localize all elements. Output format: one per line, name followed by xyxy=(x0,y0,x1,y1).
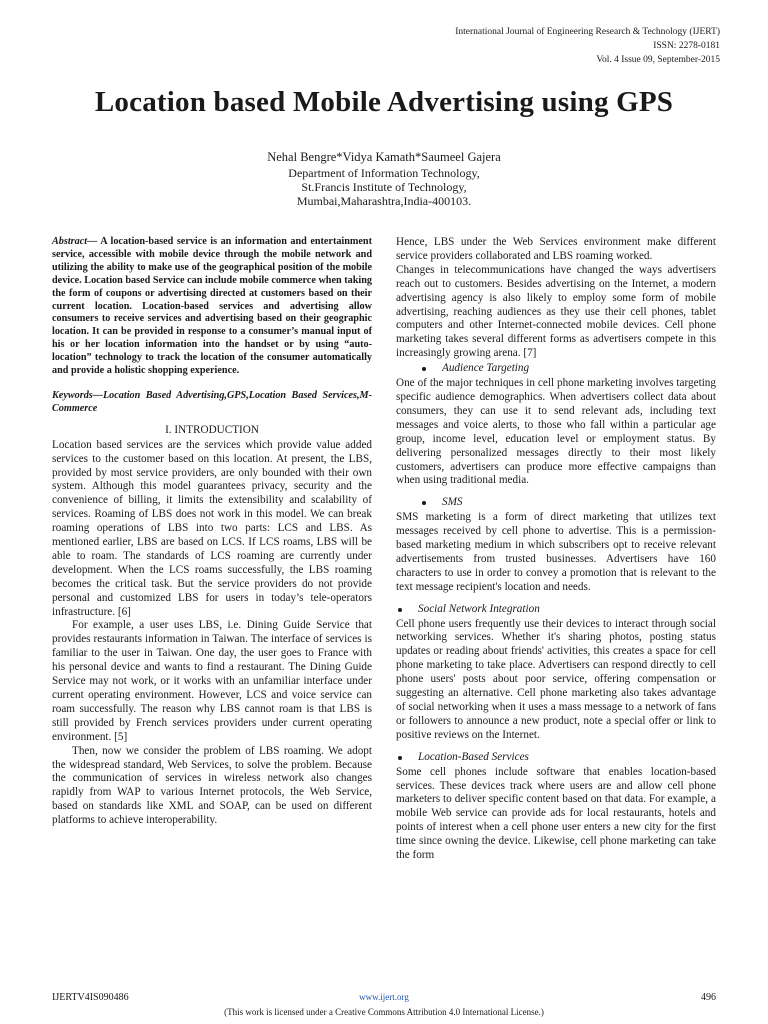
paper-id: IJERTV4IS090486 xyxy=(52,992,129,1003)
abstract-text: A location-based service is an information and entertainment service, accessible with mobile device through the mobile network and utilizing the ability to make use of the geographical position of the mobile device. Location based Service can include mobile commerce when taking the form of coupons or advertising directed at customers based on their current location. Location-based services and advertising allow consumers to receive services and advertising based on their geographic location. It can be provided in response to a consumer’s manual input of his or her location information into the handset or by using “auto-location” technology to track the location of the consumer automatically and provide a holistic shopping experience. xyxy=(52,236,372,377)
section-heading-introduction: I. INTRODUCTION xyxy=(165,423,259,436)
license-notice: (This work is licensed under a Creative Commons Attribution 4.0 International License.) xyxy=(224,1007,544,1017)
left-column xyxy=(52,236,372,828)
right-paragraph-2: Changes in telecommunications have changed the ways advertisers reach out to customers. Besides advertising on the Internet, a modern advertising agency is also likely to employ some form of mobile advertising, reaching audiences as they use their cell phones, tablet computers and other Internet-connected mobile devices. Cell phone marketing takes several different forms as advertisers compete in this increasingly growing arena. [7] xyxy=(396,263,716,360)
right-paragraph-1: Hence, LBS under the Web Services environment make different service providers collaborated and LBS roaming worked. xyxy=(396,236,716,262)
intro-paragraph-3: Then, now we consider the problem of LBS roaming. We adopt the widespread standard, Web Services, to solve the problem. Because the communication of services in wireless network also changes rapidly from WAP to various Internet protocols, the Web Service, based on standards like XML and SOAP, can be used on different platforms to achieve interoperability. xyxy=(52,744,372,827)
author-institute: St.Francis Institute of Technology, xyxy=(301,180,467,194)
bullet-dot-icon xyxy=(422,367,426,371)
bullet-label: SMS xyxy=(442,496,463,509)
bullet-audience-targeting xyxy=(396,362,716,376)
right-paragraph-3: One of the major techniques in cell phone marketing involves targeting specific audience demographics. When advertisers collect data about consumers, they can use it to send relevant ads, including text messages and voice alerts, to those who fall within a particular age group, income level, education level or employment status. By delivering personalized messages directly to their most likely customers, advertisers can produce more effective campaigns than when using traditional media. xyxy=(396,377,716,487)
journal-name: International Journal of Engineering Research & Technology (IJERT) xyxy=(455,27,720,37)
right-paragraph-4: SMS marketing is a form of direct marketing that utilizes text messages received by cell phone to advertise. This is a permission-based marketing medium in which subscribers opt to receive relevant advertisements from trusted businesses. Advertisers have 160 characters to use in order to convey a promotion that is relevant to the text message recipient's location and needs. xyxy=(396,511,716,593)
page-number: 496 xyxy=(701,992,716,1003)
bullet-location-based xyxy=(396,751,716,765)
bullet-dot-icon xyxy=(398,756,402,760)
right-paragraph-6: Some cell phones include software that enables location-based services. These devices track where users are and allow cell phone marketers to deliver specific content based on that data. For example, a mobile Web service can provide ads for local restaurants, hotels and points of interest when a cell phone user enters a new city for the first time since owning the device. Likewise, cell phone marketing can take the form xyxy=(396,765,716,862)
journal-url-link[interactable]: www.ijert.org xyxy=(359,992,409,1002)
intro-paragraph-1: Location based services are the services which provide value added services to the customer based on this location. At present, the LBS, provided by most service providers, are only bounded with their own system. Although this model guarantees privacy, security and the convenience of billing, it limits the extensibility and scalability of services. Roaming of LBS does not work in this model. We can break roaming operations of LBS into two parts: LCS and LBS. As mentioned earlier, LBS are based on LCS. If LCS roams, LBS will be able to roam. The standards of LCS roaming are currently under development. When the LCS roams successfully, the LBS roaming becomes the critical task. But the service providers do not provide personal and customized LBS for users in today’s tele-operators infrastructure. [6] xyxy=(52,438,372,618)
journal-header xyxy=(360,25,720,67)
author-department: Department of Information Technology, xyxy=(288,166,480,180)
intro-paragraph-2: For example, a user uses LBS, i.e. Dining Guide Service that provides restaurants information in Taiwan. The interface of services is familiar to the user in Taiwan. One day, the user goes to France with his personal device and wants to find a restaurant. The Dining Guide Service may not work, or it works with an unfamiliar interface under current operating environment. However, LCS and voice service can roam successfully. The reason why LBS cannot roam is that LBS is still provided by French services providers under current operating environment. [5] xyxy=(52,619,372,743)
author-address: Mumbai,Maharashtra,India-400103. xyxy=(296,194,472,208)
volume-issue: Vol. 4 Issue 09, September-2015 xyxy=(596,55,720,65)
author-names: Nehal Bengre*Vidya Kamath*Saumeel Gajera xyxy=(267,150,501,164)
bullet-label: Location-Based Services xyxy=(418,750,529,763)
abstract xyxy=(52,236,372,378)
bullet-dot-icon xyxy=(398,608,402,612)
right-column xyxy=(396,236,716,863)
author-block xyxy=(0,150,768,208)
abstract-lead: Abstract— xyxy=(52,236,98,247)
bullet-label: Social Network Integration xyxy=(418,602,540,615)
bullet-sms xyxy=(396,496,716,510)
bullet-label: Audience Targeting xyxy=(442,362,530,375)
issn: ISSN: 2278-0181 xyxy=(653,41,720,51)
bullet-dot-icon xyxy=(422,501,426,505)
right-paragraph-5: Cell phone users frequently use their devices to interact through social networking services. Whether it's sharing photos, posting status updates or reading about friends' activities, this creates a space for cell phone marketing to take place. Advertisers can respond directly to cell phone users' posts about poor service, offering compensation or suggesting an alternative. Cell phone marketing also takes advantage of social networking when it uses a mass message to a network of fans or followers to announce a new product, note a special offer or link to positive reviews on the Internet. xyxy=(396,617,716,741)
bullet-social-network xyxy=(396,603,716,617)
paper-title: Location based Mobile Advertising using GPS xyxy=(94,86,674,118)
keywords: Keywords—Location Based Advertising,GPS,Location Based Services,M-Commerce xyxy=(52,389,372,414)
